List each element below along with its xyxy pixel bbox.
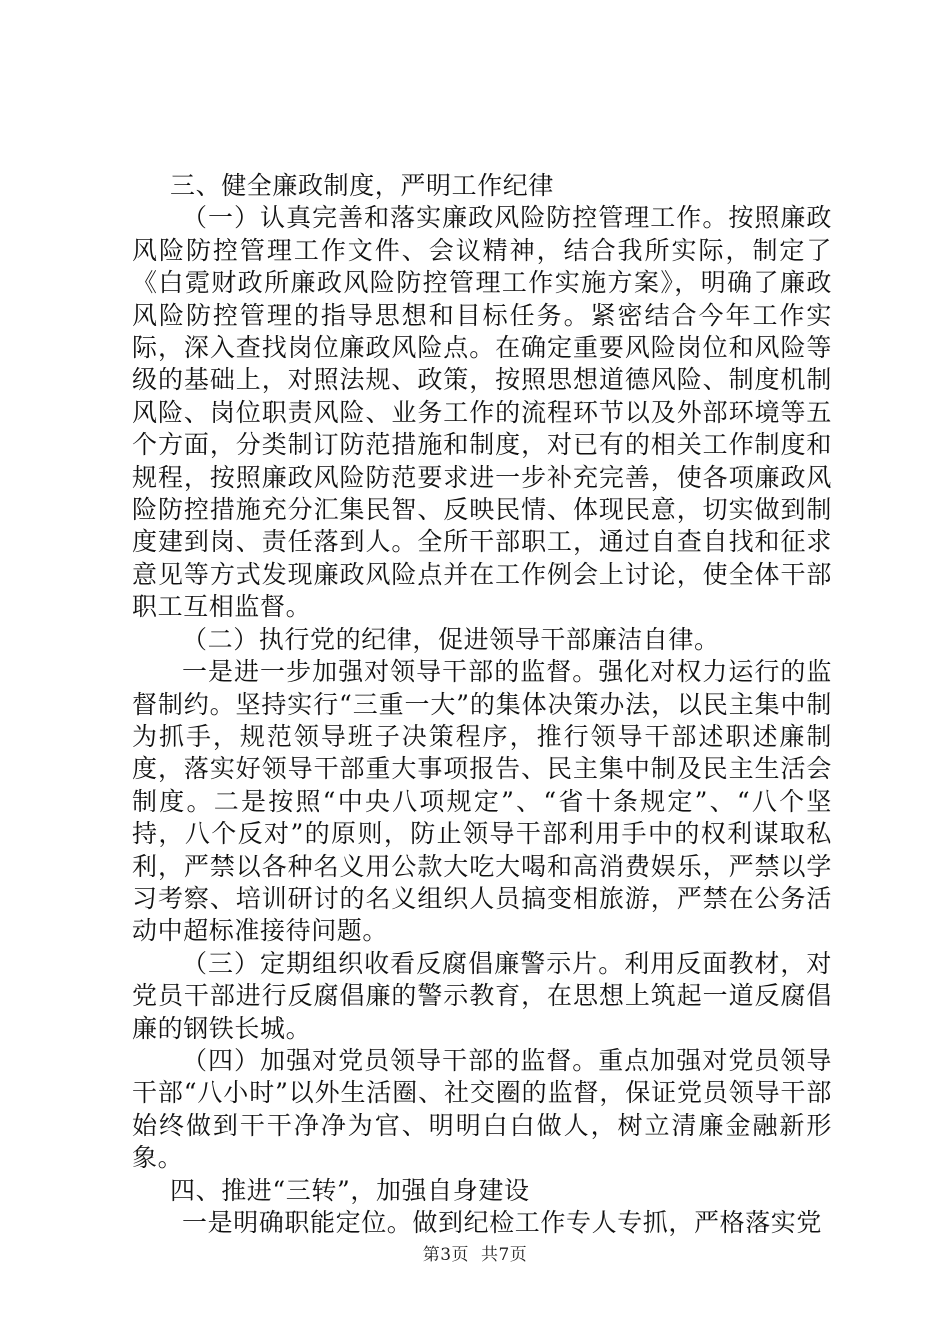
section-heading-4: 四、推进“三转”，加强自身建设	[170, 1175, 530, 1205]
page-number: 第3页	[422, 1245, 470, 1265]
paragraph-function-positioning: 一是明确职能定位。做到纪检工作专人专抓，严格落实党	[182, 1208, 823, 1237]
paragraph-warning-film: （三）定期组织收看反腐倡廉警示片。利用反面教材，对党员干部进行反腐倡廉的警示教育，在思想上筑起一道反腐倡廉的钢铁长城。	[132, 948, 832, 1043]
paragraph-leader-supervision: 一是进一步加强对领导干部的监督。强化对权力运行的监督制约。坚持实行“三重一大”的集体决策办法，以民主集中制为抓手，规范领导班子决策程序，推行领导干部述职述廉制度，落实好领导干部重大事项报告、民主集中制及民主生活会制度。二是按照“中央八项规定”、“省十条规定”、“八个坚持，八个反对”的原则，防止领导干部利用手中的权利谋取私利，严禁以各种名义用公款大吃大喝和高消费娱乐，严禁以学习考察、培训研讨的名义组织人员搞变相旅游，严禁在公务活动中超标准接待问题。	[132, 657, 832, 946]
paragraph-party-discipline: （二）执行党的纪律，促进领导干部廉洁自律。	[182, 624, 720, 654]
page-footer	[0, 1240, 950, 1265]
section-heading-3: 三、健全廉政制度，严明工作纪律	[170, 171, 555, 200]
page-total: 共7页	[480, 1245, 528, 1265]
document-body	[132, 170, 832, 1239]
paragraph-member-supervision: （四）加强对党员领导干部的监督。重点加强对党员领导干部“八小时”以外生活圈、社交圈的监督，保证党员领导干部始终做到干干净净为官、明明白白做人，树立清廉金融新形象。	[132, 1045, 832, 1173]
paragraph-risk-control: （一）认真完善和落实廉政风险防控管理工作。按照廉政风险防控管理工作文件、会议精神，结合我所实际，制定了《白霓财政所廉政风险防控管理工作实施方案》，明确了廉政风险防控管理的指导思想和目标任务。紧密结合今年工作实际，深入查找岗位廉政风险点。在确定重要风险岗位和风险等级的基础上，对照法规、政策，按照思想道德风险、制度机制风险、岗位职责风险、业务工作的流程环节以及外部环境等五个方面，分类制订防范措施和制度，对已有的相关工作制度和规程，按照廉政风险防范要求进一步补充完善，使各项廉政风险防控措施充分汇集民智、反映民情、体现民意，切实做到制度建到岗、责任落到人。全所干部职工，通过自查自找和征求意见等方式发现廉政风险点并在工作例会上讨论，使全体干部职工互相监督。	[132, 203, 832, 622]
